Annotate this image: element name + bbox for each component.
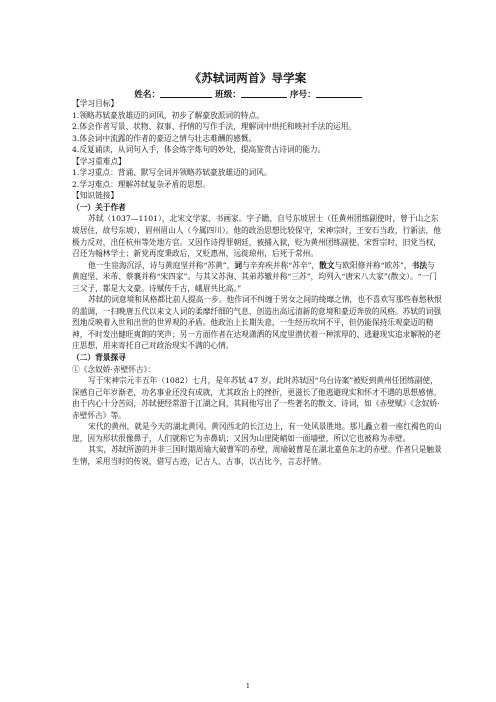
background-paragraph: 写于宋神宗元丰五年（1082）七月，是年苏轼 47 岁。此时苏轼因“乌台诗案”被贬到黄州任团练副使，深感自己年岁渐老，功名事业还没有成就，尤其政治上的挫折，更滋长了他逃避现实和怀才不遇的思想感情。由于内心十分苦闷，苏轼便经常游于江湖之间，其间他写出了一些著名的散文、诗词，如《赤壁赋》《念奴娇·赤壁怀古》等。 bbox=[72, 376, 442, 420]
objective-item: 2.体会作者写景、状物、叙事、抒情的写作手法，理解词中烘托和映衬手法的运用。 bbox=[72, 122, 357, 132]
bold-term: 散文 bbox=[319, 260, 335, 270]
bold-term: 词 bbox=[234, 260, 243, 270]
number-label: 序号： bbox=[289, 90, 316, 100]
knowledge-links-heading: 【知识链接】 bbox=[72, 191, 119, 201]
background-paragraph: 其实，苏轼所游的并非三国时期周瑜大破曹军的赤壁，周瑜破曹是在湖北嘉鱼东北的赤壁。作者只是触景生情，采用当时的传说，借写古迹，记古人、古事，以古比今，言志抒情。 bbox=[72, 445, 442, 466]
section-heading-background: （二）背景探寻 bbox=[72, 353, 126, 363]
class-label: 班级： bbox=[215, 90, 241, 100]
background-subheading: ①《念奴娇·赤壁怀古》： bbox=[72, 364, 156, 374]
name-blank[interactable] bbox=[160, 89, 212, 98]
class-blank[interactable] bbox=[241, 89, 287, 98]
author-paragraph: 苏轼的词意境和风格都比前人提高一步。他作词不纠缠于男女之间的绮靡之情，也不喜欢写那些春愁秋恨的滥调，一扫晚唐五代以来文人词的柔靡纤细的气息，创造出高远清新的意境和豪迈奔放的风格。苏轼的词强烈地反映着入世和出世的世界观的矛盾。他政治上长期失意，一生经历坎坷不平，但仍能保持乐观豪迈的精神，不时发出健旺爽朗的笑声；另一方面作者在达观潇洒的风度里潜伏着一种浓厚的、逃避现实追求解脱的老庄思想，用来寄托自己对政治现实不满的心情。 bbox=[72, 295, 442, 351]
text-run: 与辛弃疾并称“苏辛”， bbox=[242, 260, 320, 270]
author-paragraph: 苏轼（1037—1101），北宋文学家、书画家。字子瞻，自号东坡居士（任黄州团练副使时，曾于山之东坡居住，故号东坡），眉州眉山人（今属四川）。他的政治思想比较保守，宋神宗时，王安石当政，行新法，他极力反对，出任杭州等处地方官。又因作诗得罪朝廷，被捕入狱，贬为黄州团练副使。宋哲宗时，旧党当权，召还为翰林学士；新党再度秉政后，又贬惠州，远徙琼州，后死于常州。 bbox=[72, 214, 442, 259]
section-heading-author: （一）关于作者 bbox=[72, 202, 126, 212]
bold-term: 书法 bbox=[411, 260, 428, 270]
number-blank[interactable] bbox=[316, 89, 362, 98]
text-run: 与欧阳修并称“欧苏”， bbox=[334, 260, 412, 270]
objectives-heading: 【学习目标】 bbox=[72, 99, 119, 108]
key-point-item: 1.学习重点：背诵、默写全词并领略苏轼豪放雄迈的词风。 bbox=[72, 168, 272, 178]
document-body bbox=[72, 98, 442, 468]
key-points-heading: 【学习重难点】 bbox=[72, 156, 126, 166]
document-title: 《苏轼词两首》导学案 bbox=[189, 71, 307, 85]
name-label: 姓名： bbox=[134, 90, 161, 100]
objective-item: 4.反复诵读，从词句入手，体会炼字炼句的妙处，提高鉴赏古诗词的能力。 bbox=[72, 145, 326, 155]
text-run: 与黄庭坚、米芾、蔡襄并称“宋四家”。与其父苏洵、其弟苏辙并称“三苏”，均列入“唐宋八大家”(散文）。“一门三父子，都是大文豪。诗赋传千古，峨眉共比高。” bbox=[72, 260, 437, 293]
page-number: 1 bbox=[245, 682, 251, 690]
text-run: 他一生宦海沉浮，诗与黄庭坚并称“苏黄”， bbox=[88, 260, 235, 270]
objective-item: 3.体会词中流露的作者的豪迈之情与壮志难酬的感慨。 bbox=[72, 133, 257, 143]
background-paragraph: 宋代的黄州，就是今天的湖北黄冈。黄冈西北的长江边上，有一处风景胜地。那儿矗立着一座红褐色的山崖，因为形状很像鼻子，人们就称它为赤鼻矶；又因为山崖陡峭如一面墙壁，所以它也被称为赤壁。 bbox=[72, 422, 442, 443]
author-paragraph bbox=[72, 260, 442, 295]
objective-item: 1.领略苏轼豪放雄迈的词风，初步了解豪放派词的特点。 bbox=[72, 110, 264, 120]
key-point-item: 2.学习难点：理解苏轼复杂矛盾的思想。 bbox=[72, 179, 211, 189]
